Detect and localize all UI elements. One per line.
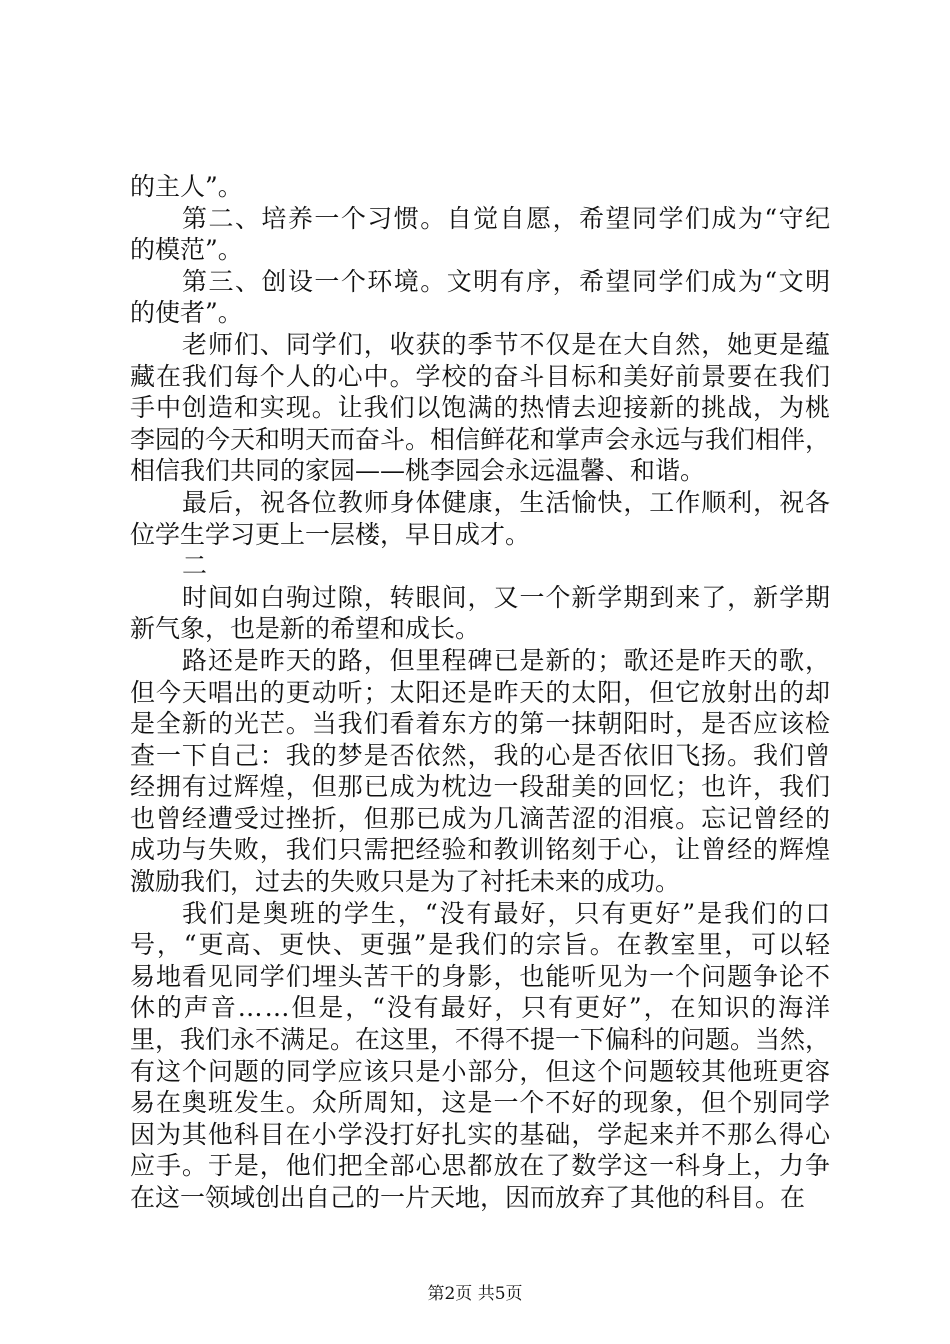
text-line: 最后，祝各位教师身体健康，生活愉快，工作顺利，祝各: [182, 487, 832, 517]
text-line: 易在奥班发生。众所周知，这是一个不好的现象，但个别同学: [130, 1088, 831, 1118]
text-line: 老师们、同学们，收获的季节不仅是在大自然，她更是蕴: [182, 329, 832, 359]
text-line: 藏在我们每个人的心中。学校的奋斗目标和美好前景要在我们: [130, 361, 831, 391]
text-line: 里，我们永不满足。在这里，不得不提一下偏科的问题。当然，: [130, 1025, 831, 1055]
text-line: 经拥有过辉煌，但那已成为枕边一段甜美的回忆；也许，我们: [130, 772, 831, 802]
text-line: 的使者”。: [130, 298, 243, 328]
text-line: 激励我们，过去的失败只是为了衬托未来的成功。: [130, 867, 681, 897]
text-line: 我们是奥班的学生，“没有最好，只有更好”是我们的口: [182, 898, 833, 928]
text-line: 第三、创设一个环境。文明有序，希望同学们成为“文明: [182, 266, 832, 296]
text-line: 休的声音……但是，“没有最好，只有更好”，在知识的海洋: [130, 993, 832, 1023]
text-line: 的主人”。: [130, 172, 243, 201]
text-line: 时间如白驹过隙，转眼间，又一个新学期到来了，新学期: [182, 582, 832, 612]
text-line: 有这个问题的同学应该只是小部分，但这个问题较其他班更容: [130, 1056, 831, 1086]
text-line: 二: [182, 551, 208, 581]
text-line: 易地看见同学们埋头苦干的身影，也能听见为一个问题争论不: [130, 961, 831, 991]
text-line: 手中创造和实现。让我们以饱满的热情去迎接新的挑战，为桃: [130, 393, 831, 423]
text-line: 的模范”。: [130, 235, 243, 265]
text-line: 应手。于是，他们把全部心思都放在了数学这一科身上，力争: [130, 1151, 831, 1181]
text-line: 但今天唱出的更动听；太阳还是昨天的太阳，但它放射出的却: [130, 677, 831, 707]
text-line: 第二、培养一个习惯。自觉自愿，希望同学们成为“守纪: [182, 203, 832, 233]
text-line: 查一下自己：我的梦是否依然，我的心是否依旧飞扬。我们曾: [130, 740, 831, 770]
text-line: 号，“更高、更快、更强”是我们的宗旨。在教室里，可以轻: [130, 930, 832, 960]
text-line: 位学生学习更上一层楼，早日成才。: [130, 519, 531, 549]
text-line: 路还是昨天的路，但里程碑已是新的；歌还是昨天的歌，: [182, 645, 832, 675]
document-body: [130, 171, 833, 1214]
text-line: 成功与失败，我们只需把经验和教训铭刻于心，让曾经的辉煌: [130, 835, 831, 865]
text-line: 也曾经遭受过挫折，但那已成为几滴苦涩的泪痕。忘记曾经的: [130, 803, 831, 833]
text-line: 因为其他科目在小学没打好扎实的基础，学起来并不那么得心: [130, 1119, 831, 1149]
text-line: 是全新的光芒。当我们看着东方的第一抹朝阳时，是否应该检: [130, 709, 831, 739]
text-line: 李园的今天和明天而奋斗。相信鲜花和掌声会永远与我们相伴，: [130, 424, 831, 454]
text-line: 新气象，也是新的希望和成长。: [130, 614, 481, 644]
text-line: 在这一领域创出自己的一片天地，因而放弃了其他的科目。在: [130, 1183, 806, 1212]
page-number-footer: 第2页 共5页: [427, 1284, 523, 1304]
text-line: 相信我们共同的家园——桃李园会永远温馨、和谐。: [130, 456, 706, 486]
